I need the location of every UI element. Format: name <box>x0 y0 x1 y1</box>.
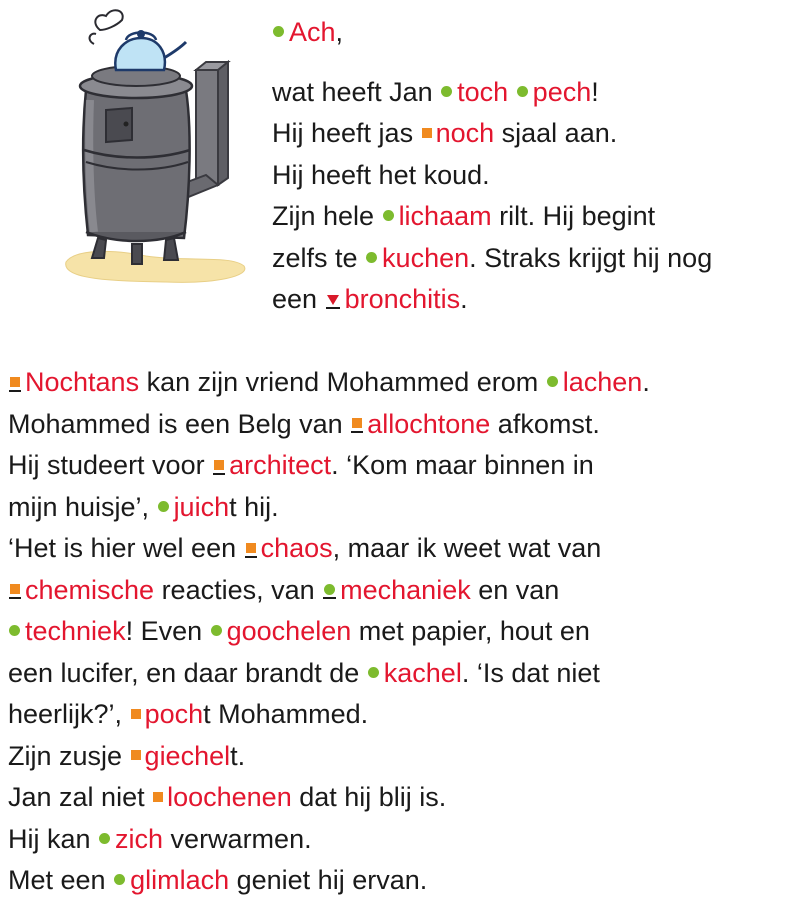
highlight-word: kachel <box>383 657 462 688</box>
highlight-word: zich <box>115 823 164 854</box>
text-line: Hij heeft jas noch sjaal aan. <box>272 118 618 148</box>
green-circle-marker-icon <box>114 874 125 885</box>
text-line: Zijn zusje giechelt. <box>8 740 246 771</box>
text-line: Hij heeft het koud. <box>272 159 490 190</box>
orange-square-marker-icon <box>153 792 163 802</box>
text-line: chemische reacties, van mechaniek en van <box>8 570 650 612</box>
text-line: techniek! Even goochelen met papier, hout en <box>8 611 650 653</box>
highlight-word: Ach <box>289 17 336 47</box>
text-line: Zijn hele lichaam rilt. Hij begint <box>272 201 656 231</box>
highlight-word: goochelen <box>226 616 352 646</box>
green-circle-marker-icon <box>99 833 110 844</box>
green-circle-marker-icon <box>211 625 222 636</box>
green-circle-underline-marker-icon <box>323 582 336 600</box>
highlight-word: Nochtans <box>25 367 140 397</box>
highlight-word: mechaniek <box>340 574 471 605</box>
green-circle-marker-icon <box>366 252 377 263</box>
text-line: heerlijk?’, pocht Mohammed. <box>8 699 369 729</box>
text-line: wat heeft Jan toch pech! <box>272 76 599 107</box>
orange-square-marker-icon <box>422 128 432 138</box>
highlight-word: glimlach <box>130 865 230 895</box>
highlight-word: loochenen <box>167 782 292 812</box>
highlight-word: architect <box>229 450 332 480</box>
highlight-word: chaos <box>260 533 333 563</box>
text-line: een lucifer, en daar brandt de kachel. ‘Is dat niet <box>8 657 600 688</box>
green-circle-marker-icon <box>158 501 169 512</box>
text-line: mijn huisje’, juicht hij. <box>8 491 279 522</box>
text-line: Hij kan zich verwarmen. <box>8 823 312 854</box>
highlight-word: toch <box>457 76 509 107</box>
highlight-word: noch <box>435 118 495 148</box>
orange-square-marker-icon <box>131 750 141 760</box>
story-text-block <box>8 362 650 902</box>
green-circle-marker-icon <box>273 26 284 37</box>
highlight-word: allochtone <box>367 408 491 439</box>
text-line: Mohammed is een Belg van allochtone afkomst. <box>8 408 600 439</box>
stove-kettle-illustration <box>46 0 256 290</box>
green-circle-marker-icon <box>9 625 20 636</box>
highlight-word: poch <box>144 699 204 729</box>
intro-text-block <box>272 12 712 321</box>
highlight-word: giechel <box>144 740 231 771</box>
highlight-word: bronchitis <box>344 284 461 314</box>
orange-square-underline-marker-icon <box>213 458 225 476</box>
text-line: Hij studeert voor architect. ‘Kom maar binnen in <box>8 450 594 480</box>
orange-square-underline-marker-icon <box>351 416 363 434</box>
highlight-word: techniek <box>25 616 126 646</box>
highlight-word: lachen <box>562 367 643 397</box>
red-triangle-underline-marker-icon <box>326 292 340 310</box>
green-circle-marker-icon <box>441 86 452 97</box>
highlight-word: pech <box>532 76 592 107</box>
text-line: Ach, <box>272 12 712 54</box>
green-circle-marker-icon <box>517 86 528 97</box>
orange-square-underline-marker-icon <box>9 582 21 600</box>
green-circle-marker-icon <box>368 667 379 678</box>
text-line: Nochtans kan zijn vriend Mohammed erom lachen. <box>8 362 650 404</box>
text-line: zelfs te kuchen. Straks krijgt hij nog <box>272 242 713 273</box>
text-line: ‘Het is hier wel een chaos, maar ik weet wat van <box>8 533 602 563</box>
text-line: een bronchitis. <box>272 284 468 314</box>
green-circle-marker-icon <box>383 210 394 221</box>
highlight-word: juich <box>173 491 230 522</box>
highlight-word: chemische <box>25 574 155 605</box>
highlight-word: lichaam <box>398 201 492 231</box>
text-line: Met een glimlach geniet hij ervan. <box>8 865 428 895</box>
orange-square-underline-marker-icon <box>245 541 257 559</box>
green-circle-marker-icon <box>547 376 558 387</box>
orange-square-underline-marker-icon <box>9 375 21 393</box>
orange-square-marker-icon <box>131 709 141 719</box>
highlight-word: kuchen <box>382 242 470 273</box>
text-line: Jan zal niet loochenen dat hij blij is. <box>8 782 447 812</box>
